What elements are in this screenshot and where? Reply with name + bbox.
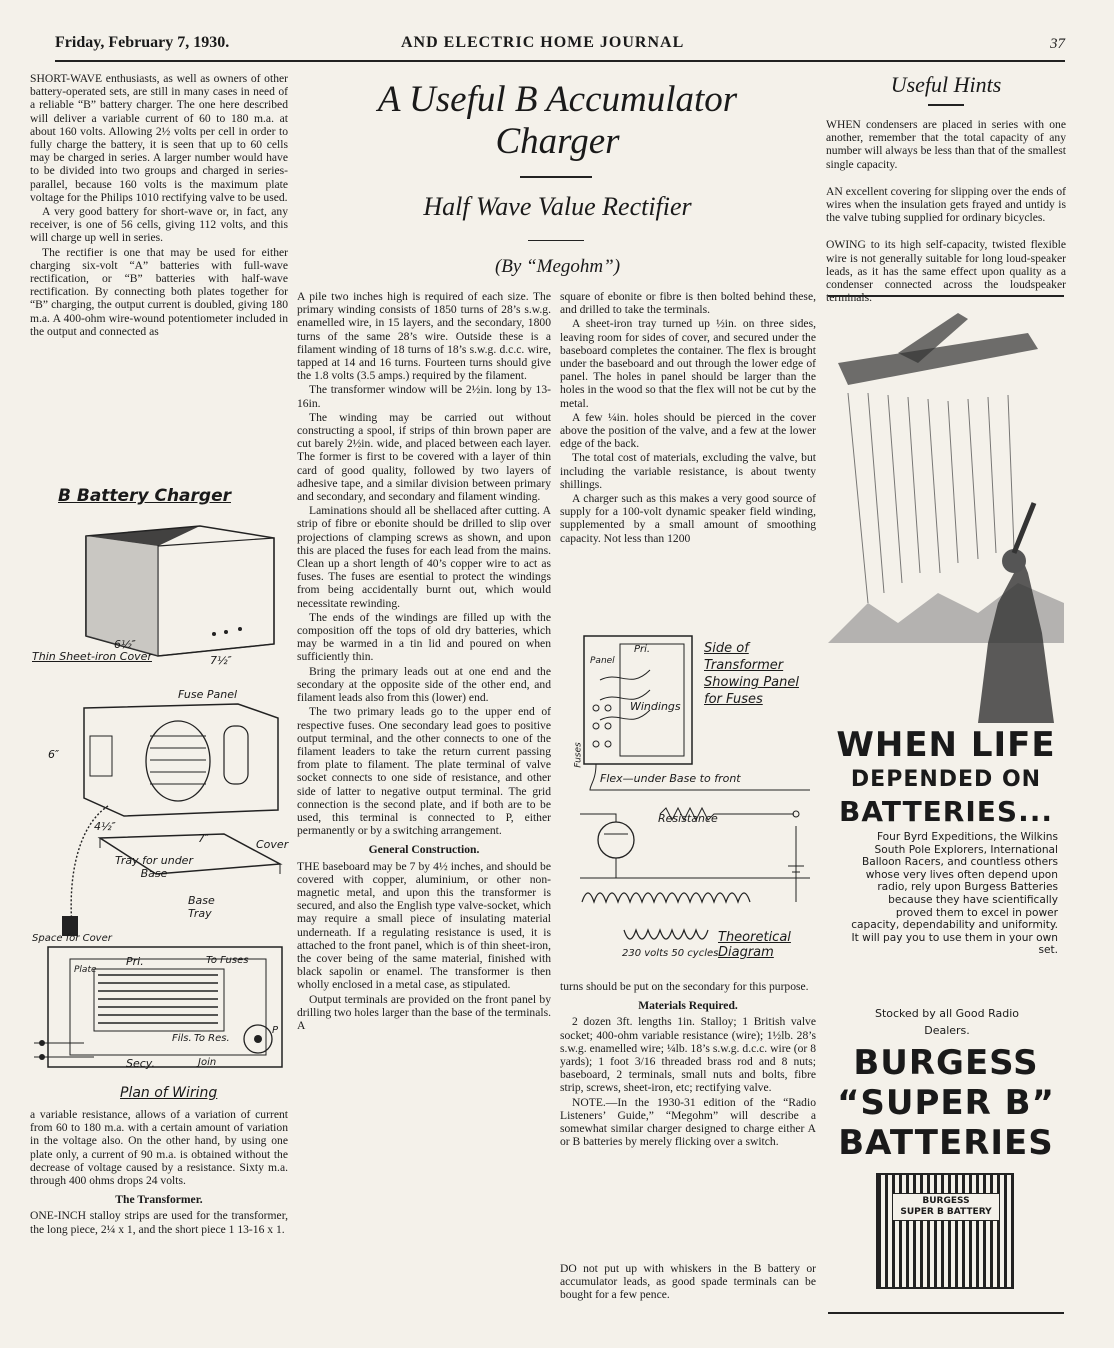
pri-tag: Pri. (634, 644, 651, 655)
join-label: Join (198, 1057, 217, 1068)
battery-pack-label (892, 1193, 1000, 1221)
ad-brand-3: BATTERIES (838, 1123, 1054, 1163)
figure-plan-of-wiring (30, 935, 292, 1107)
article-column-1-top (30, 72, 288, 339)
ad-headline-2: DEPENDED ON (850, 767, 1042, 792)
filler-spade-terminals (560, 1262, 816, 1303)
col1-paragraph: The rectifier is one that may be used for either charging six-volt “A” batteries with full-wave rectification, or “B” batteries with half-wave rectification. By connecting both plates together for “B” charging, the output current is doubled, giving 180 m.a. A 400-ohm wire-wound potentiometer included in the output and connected as (30, 245, 288, 338)
battery-label-model: SUPER B BATTERY (900, 1207, 992, 1217)
col1-paragraph: A very good battery for short-wave or, in fact, any receiver, is one of 56 cells, giving 112 volts, and this will charge up well in series. (30, 205, 288, 245)
side-of-transformer-caption: Side of Transformer Showing Panel for Fuses (704, 641, 799, 707)
battery-pack (876, 1173, 1014, 1289)
explorer-illustration (828, 303, 1064, 723)
col2-paragraph: Output terminals are provided on the front panel by drilling two holes larger than the base of the terminals. A (297, 992, 551, 1032)
issue-date: Friday, February 7, 1930. (55, 34, 230, 51)
hints-body (826, 118, 1066, 304)
dim-base-depth: 4½″ (94, 820, 116, 833)
to-fuses-label: To Fuses (206, 955, 249, 966)
title-rule (520, 176, 592, 178)
plate-label: Plate (74, 965, 97, 975)
col1-paragraph: SHORT-WAVE enthusiasts, as well as owners of other battery-operated sets, are still in many cases in need of a reliable “B” battery charger. The one here described will deliver a variable current of 60 to 180 m.a. at about 160 volts. Allowing 2½ volts per cell in order to fully charge the battery, it is seen that up to 60 cells may be charged in series. A larger number would have to be divided into two groups and charged in series-parallel, because 160 volts is the maximum plate voltage for the Philips 1010 rectifying valve to be used. (30, 72, 288, 204)
mains-tag: 230 volts 50 cycles (622, 948, 719, 959)
article-title-line-1: A Useful B Accumulator (377, 79, 738, 120)
col3-paragraph: A few ¼in. holes should be pierced in the cover above the position of the valve, and a few at the lower edge of the back. (560, 410, 816, 451)
dim-cover-height: 6½″ (114, 638, 136, 651)
col3b-paragraph: turns should be put on the secondary for this purpose. (560, 980, 809, 993)
ad-brand-2: “SUPER B” (837, 1083, 1055, 1123)
fuses-tag: Fuses (573, 742, 584, 768)
col2-paragraph: The transformer window will be 2½in. long by 13-16in. (297, 383, 551, 410)
hint-paragraph: OWING to its high self-capacity, twisted flexible wire is not generally suitable for long loud-speaker leads, as it has the same effect upon quality as a condenser connected across the loudspeaker terminals. (826, 238, 1066, 305)
figure-title: B Battery Charger (58, 486, 231, 506)
col3-paragraph: square of ebonite or fibre is then bolted behind these, and drilled to take the terminals. (560, 290, 816, 317)
p-label: P (272, 1025, 279, 1036)
figure2-title: Plan of Wiring (120, 1085, 218, 1101)
journal-name: AND ELECTRIC HOME JOURNAL (401, 34, 685, 51)
article-subtitle: Half Wave Value Rectifier (423, 192, 692, 221)
dim-base-width: 7″ (198, 832, 210, 845)
theoretical-diagram-caption: Theoretical Diagram (718, 930, 791, 960)
hints-rule (928, 104, 964, 106)
hint-paragraph: AN excellent covering for slipping over the ends of wires when the insulation gets frayed and untidy is the valve tubing supplied for ordinary bicycles. (826, 184, 1066, 225)
figure-battery-charger (28, 486, 290, 936)
transformer-heading: The Transformer. (115, 1193, 203, 1207)
ad-body: Four Byrd Expeditions, the Wilkins South Pole Explorers, International Balloon Racers, and countless others whose very lives often depend upon radio, rely upon Burgess Batteries because they have scientifically proved them to excel in power capacity, dependability and uniformity. It will pay you to use them in your own set. (851, 831, 1058, 957)
col2-paragraph: A pile two inches high is required of each size. The primary winding consists of 1850 turns of 28’s s.w.g. enamelled wire, in 15 layers, and the secondary, 1800 turns of the same 28’s wire. Outside these is a filament winding of 18 turns of 18’s s.w.g. d.c.c. wire, tapped at 14 and 16 turns. Fourteen turns should give the 1.8 volts (3.5 amps.) required by the filament. (297, 290, 551, 383)
hint-paragraph: WHEN condensers are placed in series with one another, remember that the total capacity of any number will always be less than that of the smallest single capacity. (826, 118, 1066, 171)
ad-brand-1: BURGESS (853, 1043, 1039, 1083)
burgess-advertisement (828, 295, 1064, 1314)
pri-label: Pri. (126, 955, 144, 968)
to-res-label: To Res. (194, 1033, 230, 1044)
col3-paragraph: A sheet-iron tray turned up ½in. on three sides, leaving room for sides of cover, and secured under the baseboard completes the container. The flex is brought under the baseboard and out through the lower edge of panel. The holes in panel should be larger than the holes in the wood so that the flex will not be cut by the metal. (560, 317, 816, 410)
hints-title: Useful Hints (890, 72, 1002, 97)
col2-paragraph: Laminations should all be shellaced after cutting. A strip of fibre or ebonite should be drilled to slip over projections of clamping screws as shown, and upon this are placed the fuses for each lead from the mains. Clean up a short length of 40’s copper wire to act as fuses. The fuses are esential to protect the windings from being accidentally burnt out, which would necessitate rewinding. (297, 504, 551, 610)
ad-stocked: Stocked by all Good Radio Dealers. (874, 1007, 1019, 1037)
resistance-tag: Resistance (658, 812, 718, 825)
space-for-cover-label: Space for Cover (32, 933, 112, 944)
article-byline: (By “Megohm”) (494, 256, 621, 277)
materials-heading: Materials Required. (638, 999, 738, 1013)
article-column-3-bottom (560, 980, 816, 1149)
article-column-2 (297, 290, 551, 1033)
fuse-panel-label: Fuse Panel (178, 688, 238, 701)
col1b-paragraph: a variable resistance, allows of a variation of current from 60 to 180 m.a. with a certain amount of variation in the voltage also. On the other hand, by using one plate only, a current of 90 m.a. is obtained without the decrease of voltage caused by a resistance. Sixty m.a. through 400 ohms drops 24 volts. (30, 1108, 288, 1188)
col2-paragraph: The two primary leads go to the upper end of respective fuses. One secondary lead goes to positive output terminal, and the other connects to one of the filament leaders to take the return current passing from plate to filament. The plate terminal of valve socket connects to one side of resistance, and other side of latter to negative output terminal. The grid connection is the second plate, and if both are to be used, this terminal is connected to P, either permanently or by a switching arrangement. (297, 705, 551, 838)
col2-paragraph: THE baseboard may be 7 by 4½ inches, and should be covered with copper, aluminium, or other non-magnetic metal, and upon this the transformer is secured, and also the English type valve-socket, which may require a small piece of insulating material underneath. If a regulating resistance is used, it is attached to the front panel, which is of thin sheet-iron, the cover being of the same material, finished with black sapolin or enamel. The transformer is then wholly enclosed in a metal case, as stipulated. (297, 859, 551, 992)
col2-paragraph: Bring the primary leads out at one end and the secondary at the opposite side of the other end, and filament leads also from this (lower) end. (297, 664, 551, 705)
page-header (55, 30, 1065, 62)
article-column-3-top (560, 290, 816, 546)
article-column-1-bottom (30, 1108, 288, 1237)
col3-paragraph: The total cost of materials, excluding the valve, but including the variable resistance, is about twenty shillings. (560, 451, 816, 491)
col3b-paragraph: NOTE.—In the 1930-31 edition of the “Radio Listeners’ Guide,” “Megohm” will describe a somewhat similar charger designed to charge either A or B batteries by merely flicking over a switch. (560, 1095, 816, 1149)
windings-tag: Windings (630, 700, 681, 713)
secy-label: Secy. (126, 1057, 155, 1070)
page-number: 37 (1050, 36, 1065, 52)
tray-label: Tray for under Base (115, 854, 193, 880)
flex-caption: Flex—under Base to front (600, 772, 741, 785)
article-title-line-2: Charger (495, 121, 620, 162)
useful-hints (826, 72, 1066, 318)
ad-headline-1: WHEN LIFE (836, 725, 1056, 765)
fils-label: Fils. (172, 1033, 192, 1044)
dim-cover-width: 7½″ (210, 654, 232, 667)
ad-headline-3: BATTERIES... (839, 795, 1053, 828)
general-construction-heading: General Construction. (368, 843, 480, 857)
wiring-plan-drawing (30, 935, 292, 1107)
col2-paragraph: The winding may be carried out without constructing a spool, if strips of thin brown paper are cut barely 2½in. wide, and placed between each layer. The former is first to be covered with a layer of thin card of good quality, followed by two layers of adhesive tape, and a similar division between primary and secondary, and secondary and filament winding. (297, 410, 551, 504)
cover-tag: Cover (256, 838, 289, 851)
dim-base-height: 6″ (48, 748, 60, 761)
col3b-paragraph: 2 dozen 3ft. lengths 1in. Stalloy; 1 British valve socket; 400-ohm variable resistance (wire); 1½lb. 28’s s.w.g. enamelled wire; ¼lb. 18’s s.w.g. d.c.c. wire (or 8 yards); 1 foot 3/16 threaded brass rod and 8 nuts; baseboard, 2 terminals, small nuts and bolts, fibre strip, screws, sheet-iron, etc; rectifying valve. (560, 1015, 816, 1095)
col2-paragraph: The ends of the windings are filled up with the composition off the tops of old dry batteries, which may be warmed in a tin lid and poured on when sufficiently thin. (297, 610, 551, 664)
base-tray-label: Base Tray (188, 894, 215, 920)
battery-label-brand: BURGESS (922, 1196, 970, 1206)
subtitle-rule (528, 240, 584, 241)
panel-tag: Panel (590, 656, 615, 666)
filler-text: DO not put up with whiskers in the B battery or accumulator leads, as good spade terminals can be bought for a few pence. (560, 1262, 816, 1302)
figure-schematic (560, 630, 822, 980)
cover-label: Thin Sheet-iron Cover (32, 650, 152, 663)
col3-paragraph: A charger such as this makes a very good source of supply for a 100-volt dynamic speaker field winding, supplemented by a small amount of smoothing capacity. Not less than 1200 (560, 492, 816, 545)
col1b-paragraph: ONE-INCH stalloy strips are used for the transformer, the long piece, 2¼ x 1, and the short piece 1 13-16 x 1. (30, 1209, 288, 1236)
